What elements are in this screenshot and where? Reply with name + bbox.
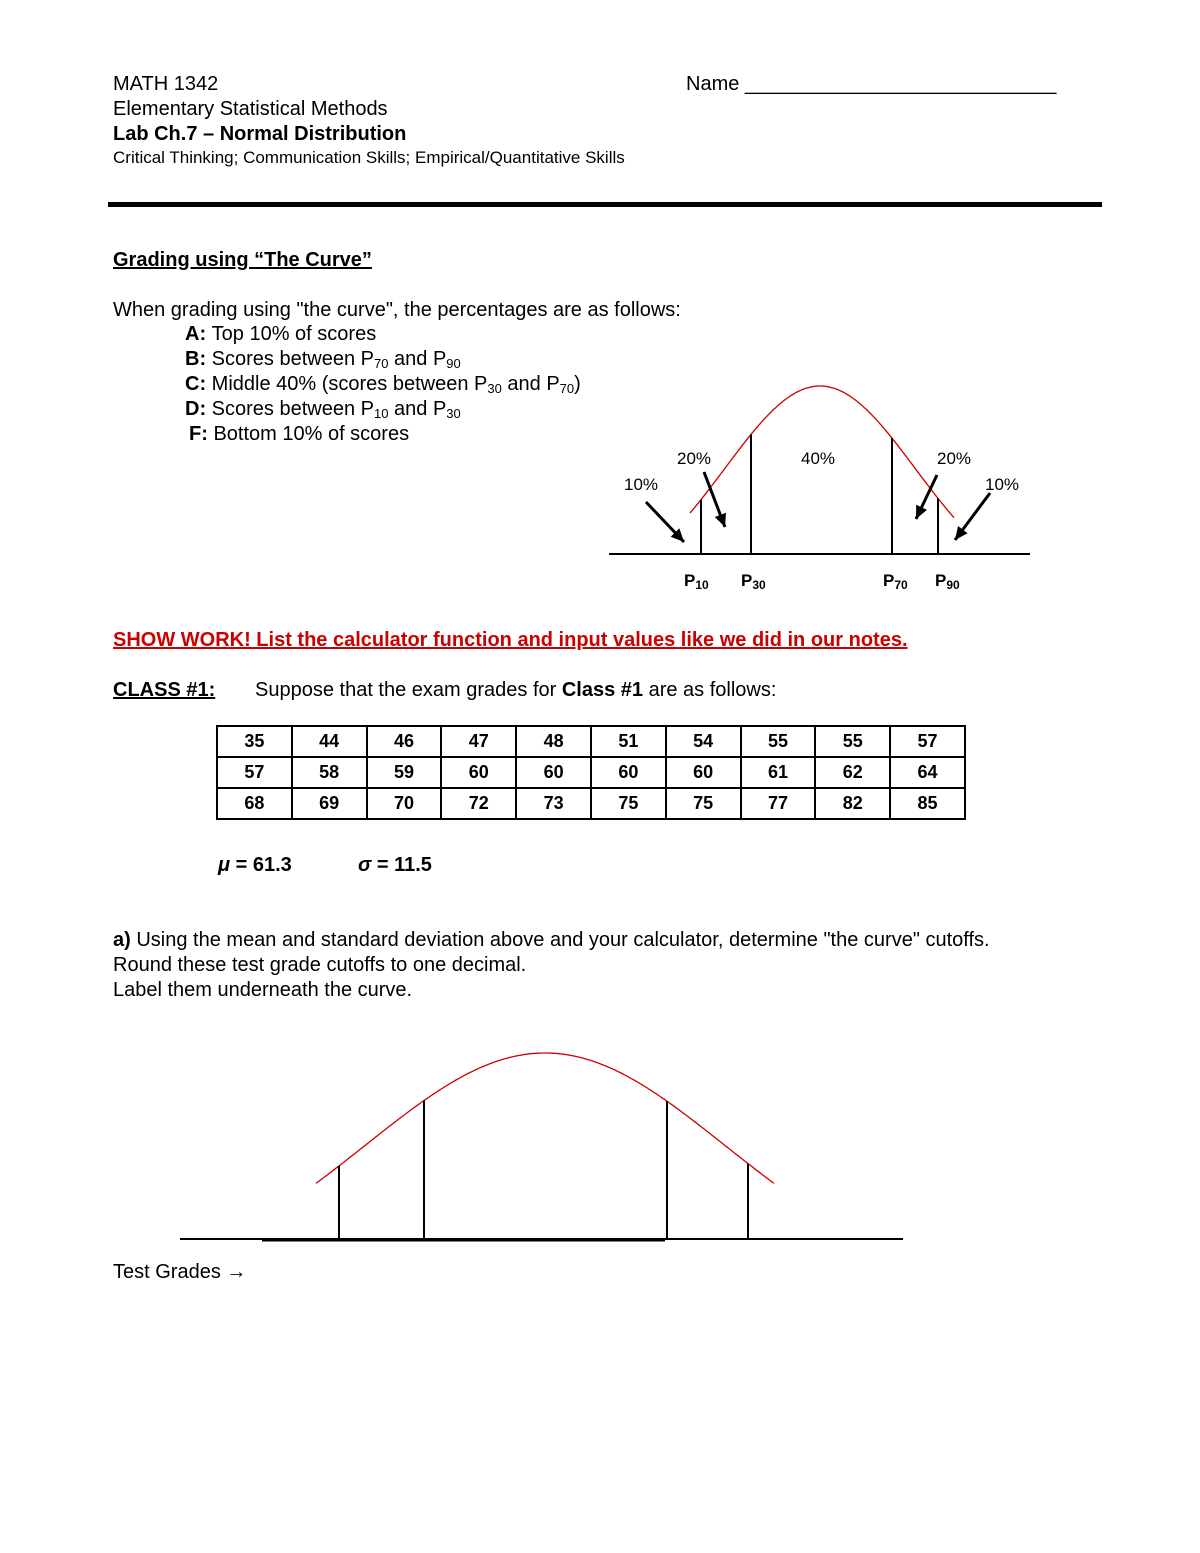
grade-letter: D: <box>185 398 212 420</box>
grades-table <box>216 725 966 820</box>
percentile-label: P10 <box>684 571 709 592</box>
grade-cell: 47 <box>441 726 516 757</box>
class1-desc-bold: Class #1 <box>561 679 644 701</box>
grade-cell: 51 <box>591 726 666 757</box>
name-label: Name <box>686 73 740 95</box>
grade-cell: 69 <box>292 788 367 819</box>
show-work-instructions: SHOW WORK! List the calculator function and input values like we did in our notes. <box>113 629 908 651</box>
mu-text: = 61.3 <box>230 854 292 876</box>
lab-title: Lab Ch.7 – Normal Distribution <box>113 123 407 145</box>
grade-text: Bottom 10% of scores <box>213 423 410 445</box>
percentile-subscript: 30 <box>446 406 461 421</box>
grade-letter: C: <box>185 373 212 395</box>
blank-curve-diagram <box>180 1053 903 1240</box>
part-a-line2: Round these test grade cutoffs to one decimal. <box>113 954 527 976</box>
grade-cell: 57 <box>217 757 292 788</box>
percentile-label: P90 <box>935 571 960 592</box>
grade-text: Middle 40% (scores between P <box>211 373 488 395</box>
percentile-label: P30 <box>741 571 766 592</box>
sigma-text: = 11.5 <box>371 854 432 876</box>
course-subtitle: Elementary Statistical Methods <box>113 98 388 120</box>
grade-cell: 54 <box>666 726 741 757</box>
part-a-text1: Using the mean and standard deviation above and your calculator, determine "the curve" cutoffs. <box>130 929 990 951</box>
grade-cell: 35 <box>217 726 292 757</box>
class1-label: CLASS #1: <box>113 679 216 701</box>
grade-text: Scores between P <box>211 398 374 420</box>
grade-cell: 72 <box>441 788 516 819</box>
percent-label: 40% <box>801 449 836 468</box>
mean-value <box>218 853 292 877</box>
class1-desc-pre: Suppose that the exam grades for <box>255 679 562 701</box>
grade-cell: 60 <box>516 757 591 788</box>
grade-cell: 64 <box>890 757 965 788</box>
part-a-label: a) <box>113 929 131 951</box>
percent-label: 10% <box>985 475 1020 494</box>
skills-line: Critical Thinking; Communication Skills; Empirical/Quantitative Skills <box>113 148 625 167</box>
grade-cell: 55 <box>815 726 890 757</box>
grade-cell: 62 <box>815 757 890 788</box>
percentile-subscript: 30 <box>752 578 766 592</box>
percentile-subscript: 30 <box>487 381 502 396</box>
grade-cell: 61 <box>741 757 816 788</box>
sigma-symbol: σ <box>358 854 372 876</box>
section-title: Grading using “The Curve” <box>113 249 372 271</box>
percentile-label: P70 <box>883 571 908 592</box>
percentile-subscript: 10 <box>695 578 709 592</box>
table-row <box>217 788 965 819</box>
example-curve-diagram <box>609 386 1030 592</box>
grade-text: ) <box>574 373 581 395</box>
grade-cell: 85 <box>890 788 965 819</box>
grade-cell: 60 <box>591 757 666 788</box>
percentile-subscript: 90 <box>446 356 461 371</box>
grade-cell: 77 <box>741 788 816 819</box>
grade-letter: B: <box>185 348 212 370</box>
part-a-line1 <box>113 928 990 952</box>
grade-cell: 60 <box>666 757 741 788</box>
grade-text: Scores between P <box>211 348 374 370</box>
class1-description <box>255 678 776 702</box>
sd-value <box>358 853 432 877</box>
grade-cell: 68 <box>217 788 292 819</box>
grade-cell: 58 <box>292 757 367 788</box>
table-row <box>217 726 965 757</box>
grade-cell: 70 <box>367 788 442 819</box>
course-number: MATH 1342 <box>113 73 219 95</box>
grade-text: and P <box>388 398 447 420</box>
grade-cell: 82 <box>815 788 890 819</box>
name-blank: ____________________________ <box>744 73 1057 95</box>
table-row <box>217 757 965 788</box>
grade-cell: 46 <box>367 726 442 757</box>
grade-cell: 59 <box>367 757 442 788</box>
intro-text: When grading using "the curve", the percentages are as follows: <box>113 299 681 321</box>
grade-text: and P <box>388 348 447 370</box>
grade-cell: 57 <box>890 726 965 757</box>
mu-symbol: μ <box>218 854 231 876</box>
grade-text: and P <box>501 373 560 395</box>
percentile-subscript: 90 <box>946 578 960 592</box>
grade-cell: 48 <box>516 726 591 757</box>
percent-label: 20% <box>677 449 712 468</box>
percentile-subscript: 70 <box>374 356 389 371</box>
grade-cell: 75 <box>666 788 741 819</box>
grade-cell: 44 <box>292 726 367 757</box>
percent-label: 10% <box>624 475 659 494</box>
part-a-line3: Label them underneath the curve. <box>113 979 413 1001</box>
test-grades-axis-label: Test Grades → <box>113 1261 247 1283</box>
normal-curve <box>316 1053 774 1183</box>
percentile-subscript: 70 <box>559 381 575 396</box>
grade-cell: 60 <box>441 757 516 788</box>
grade-cell: 75 <box>591 788 666 819</box>
grade-text: Top 10% of scores <box>211 323 377 345</box>
class1-desc-post: are as follows: <box>643 679 777 701</box>
percentile-subscript: 10 <box>374 406 389 421</box>
grade-letter: A: <box>185 323 212 345</box>
grade-cell: 73 <box>516 788 591 819</box>
grade-cell: 55 <box>741 726 816 757</box>
percent-label: 20% <box>937 449 972 468</box>
percentile-subscript: 70 <box>894 578 908 592</box>
grade-letter: F: <box>189 423 214 445</box>
